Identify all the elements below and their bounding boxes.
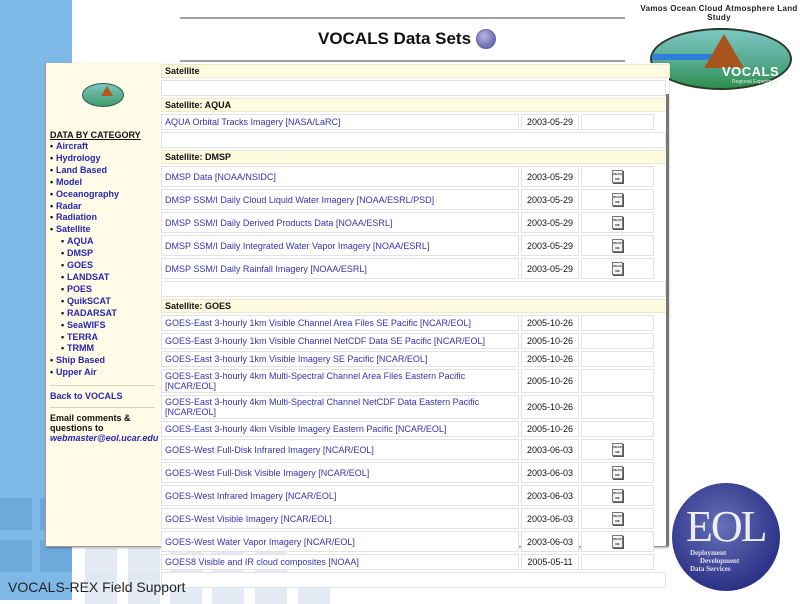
documentation-cell xyxy=(581,369,654,393)
category-link-poes[interactable]: • POES xyxy=(50,284,155,296)
email-comments-text: Email comments & questions to xyxy=(50,413,131,434)
eol-globe-icon xyxy=(476,29,496,49)
category-link-terra[interactable]: • TERRA xyxy=(50,332,155,344)
empty-cell xyxy=(161,281,666,297)
dataset-link[interactable]: GOES-East 3-hourly 1km Visible Channel Area Files SE Pacific [NCAR/EOL] xyxy=(161,315,519,331)
dataset-row xyxy=(161,421,656,437)
webmaster-email-link[interactable]: webmaster@eol.ucar.edu xyxy=(50,433,159,444)
documentation-cell xyxy=(581,462,654,483)
dataset-date: 2003-05-29 xyxy=(521,258,579,279)
dataset-row xyxy=(161,351,656,367)
dataset-row xyxy=(161,369,656,393)
page-title-text: VOCALS Data Sets xyxy=(318,29,472,48)
dataset-link[interactable]: GOES-East 3-hourly 1km Visible Channel NetCDF Data SE Pacific [NCAR/EOL] xyxy=(161,333,519,349)
dataset-link[interactable]: GOES8 Visible and IR cloud composites [NOAA] xyxy=(161,554,519,570)
dataset-link[interactable]: GOES-West Water Vapor Imagery [NCAR/EOL] xyxy=(161,531,519,552)
sidebar-divider xyxy=(50,407,155,408)
readme-icon[interactable]: READ ME xyxy=(613,491,622,500)
spacer-row xyxy=(161,132,668,148)
scrollbar[interactable] xyxy=(666,94,669,546)
category-link-aqua[interactable]: • AQUA xyxy=(50,236,155,248)
dataset-date: 2003-06-03 xyxy=(521,508,579,529)
decorative-square xyxy=(0,540,32,572)
readme-icon[interactable]: READ ME xyxy=(613,264,622,273)
dataset-link[interactable]: AQUA Orbital Tracks Imagery [NASA/LaRC] xyxy=(161,114,519,130)
dataset-link[interactable]: GOES-East 3-hourly 4km Visible Imagery Eastern Pacific [NCAR/EOL] xyxy=(161,421,519,437)
section-header: Satellite: AQUA xyxy=(161,98,670,112)
dataset-link[interactable]: DMSP Data [NOAA/NSIDC] xyxy=(161,166,519,187)
readme-icon[interactable]: READ ME xyxy=(613,241,622,250)
dataset-date: 2003-05-29 xyxy=(521,114,579,130)
documentation-cell xyxy=(581,235,654,256)
sidebar-vocals-logo[interactable] xyxy=(82,83,124,107)
readme-icon[interactable]: READ ME xyxy=(613,445,622,454)
dataset-row xyxy=(161,485,656,506)
readme-icon[interactable]: READ ME xyxy=(613,172,622,181)
dataset-row xyxy=(161,554,656,570)
dataset-link[interactable]: GOES-East 3-hourly 4km Multi-Spectral Channel NetCDF Data Eastern Pacific [NCAR/EOL] xyxy=(161,395,519,419)
dataset-link[interactable]: DMSP SSM/I Daily Integrated Water Vapor Imagery [NOAA/ESRL] xyxy=(161,235,519,256)
spacer-row xyxy=(161,281,668,297)
dataset-date: 2003-05-29 xyxy=(521,212,579,233)
category-link-land-based[interactable]: • Land Based xyxy=(50,165,155,177)
dataset-link[interactable]: DMSP SSM/I Daily Cloud Liquid Water Imagery [NOAA/ESRL/PSD] xyxy=(161,189,519,210)
section-header-row xyxy=(161,150,672,164)
dataset-table xyxy=(160,63,669,567)
dataset-row xyxy=(161,508,656,529)
category-link-goes[interactable]: • GOES xyxy=(50,260,155,272)
category-link-radar[interactable]: • Radar xyxy=(50,201,155,213)
category-link-landsat[interactable]: • LANDSAT xyxy=(50,272,155,284)
dataset-date: 2003-06-03 xyxy=(521,531,579,552)
dataset-link[interactable]: GOES-East 3-hourly 1km Visible Imagery SE Pacific [NCAR/EOL] xyxy=(161,351,519,367)
documentation-cell xyxy=(581,421,654,437)
documentation-cell xyxy=(581,258,654,279)
documentation-cell xyxy=(581,485,654,506)
slide-footer: VOCALS-REX Field Support xyxy=(8,579,186,595)
documentation-cell xyxy=(581,114,654,130)
category-link-oceanography[interactable]: • Oceanography xyxy=(50,189,155,201)
title-rule-bottom xyxy=(180,60,625,62)
dataset-link[interactable]: GOES-West Full-Disk Visible Imagery [NCAR/EOL] xyxy=(161,462,519,483)
dataset-date: 2005-10-26 xyxy=(521,333,579,349)
documentation-cell xyxy=(581,212,654,233)
vocals-logo-mountain-icon xyxy=(704,34,744,68)
dataset-date: 2005-05-11 xyxy=(521,554,579,570)
spacer-row xyxy=(161,80,668,96)
dataset-row xyxy=(161,333,656,349)
documentation-cell xyxy=(581,315,654,331)
dataset-link[interactable]: DMSP SSM/I Daily Rainfall Imagery [NOAA/ESRL] xyxy=(161,258,519,279)
vocals-logo xyxy=(650,28,792,90)
dataset-date: 2003-05-29 xyxy=(521,189,579,210)
category-link-aircraft[interactable]: • Aircraft xyxy=(50,141,155,153)
eol-line: Development xyxy=(700,557,740,565)
title-rule-top xyxy=(180,17,625,19)
documentation-cell xyxy=(581,508,654,529)
documentation-cell xyxy=(581,554,654,570)
dataset-link[interactable]: GOES-West Infrared Imagery [NCAR/EOL] xyxy=(161,485,519,506)
dataset-date: 2003-06-03 xyxy=(521,485,579,506)
category-link-upper-air[interactable]: • Upper Air xyxy=(50,367,155,379)
section-header: Satellite: GOES xyxy=(161,299,670,313)
category-heading: DATA BY CATEGORY xyxy=(50,130,141,140)
dataset-date: 2005-10-26 xyxy=(521,315,579,331)
dataset-row xyxy=(161,235,656,256)
dataset-date: 2005-10-26 xyxy=(521,395,579,419)
documentation-cell xyxy=(581,439,654,460)
dataset-link[interactable]: GOES-East 3-hourly 4km Multi-Spectral Channel Area Files Eastern Pacific [NCAR/EOL] xyxy=(161,369,519,393)
eol-logo-word: EOL xyxy=(686,502,766,551)
readme-icon[interactable]: READ ME xyxy=(613,468,622,477)
category-link-trmm[interactable]: • TRMM xyxy=(50,343,155,355)
dataset-date: 2003-06-03 xyxy=(521,462,579,483)
category-list xyxy=(50,141,155,379)
readme-icon[interactable]: READ ME xyxy=(613,537,622,546)
vocals-logo-subtitle: Regional Experiment xyxy=(732,79,779,85)
category-link-quikscat[interactable]: • QuikSCAT xyxy=(50,296,155,308)
readme-icon[interactable]: READ ME xyxy=(613,218,622,227)
documentation-cell xyxy=(581,166,654,187)
page-title xyxy=(318,29,496,49)
dataset-date: 2003-06-03 xyxy=(521,439,579,460)
documentation-cell xyxy=(581,351,654,367)
category-link-ship-based[interactable]: • Ship Based xyxy=(50,355,155,367)
readme-icon[interactable]: READ ME xyxy=(613,195,622,204)
empty-cell xyxy=(161,572,666,588)
vocals-logo-word: VOCALS xyxy=(722,64,780,79)
readme-icon[interactable]: READ ME xyxy=(613,514,622,523)
back-to-vocals-link[interactable]: Back to VOCALS xyxy=(50,391,123,402)
dataset-link[interactable]: GOES-West Visible Imagery [NCAR/EOL] xyxy=(161,508,519,529)
browser-page xyxy=(45,63,668,567)
documentation-cell xyxy=(581,189,654,210)
dataset-row xyxy=(161,212,656,233)
category-link-seawifs[interactable]: • SeaWIFS xyxy=(50,320,155,332)
section-header-row xyxy=(161,64,672,78)
dataset-date: 2005-10-26 xyxy=(521,421,579,437)
dataset-row xyxy=(161,114,656,130)
dataset-row xyxy=(161,531,656,552)
dataset-row xyxy=(161,166,656,187)
dataset-date: 2003-05-29 xyxy=(521,235,579,256)
dataset-row xyxy=(161,258,656,279)
dataset-row xyxy=(161,189,656,210)
eol-line: Deployment xyxy=(690,549,727,557)
empty-cell xyxy=(161,132,666,148)
dataset-row xyxy=(161,439,656,460)
section-header: Satellite: DMSP xyxy=(161,150,670,164)
dataset-row xyxy=(161,315,656,331)
dataset-link[interactable]: GOES-West Full-Disk Infrared Imagery [NCAR/EOL] xyxy=(161,439,519,460)
decorative-square xyxy=(0,498,32,530)
category-link-model[interactable]: • Model xyxy=(50,177,155,189)
category-link-radarsat[interactable]: • RADARSAT xyxy=(50,308,155,320)
category-link-satellite[interactable]: • Satellite xyxy=(50,224,155,236)
dataset-link[interactable]: DMSP SSM/I Daily Derived Products Data [NOAA/ESRL] xyxy=(161,212,519,233)
section-header-row xyxy=(161,299,672,313)
documentation-cell xyxy=(581,333,654,349)
spacer-row xyxy=(161,572,668,588)
documentation-cell xyxy=(581,531,654,552)
section-header-row xyxy=(161,98,672,112)
documentation-cell xyxy=(581,395,654,419)
vocals-logo-arc-text: Vamos Ocean Cloud Atmosphere Land Study xyxy=(640,4,798,22)
empty-cell xyxy=(161,80,666,96)
dataset-date: 2005-10-26 xyxy=(521,351,579,367)
sidebar-divider xyxy=(50,385,155,386)
category-link-hydrology[interactable]: • Hydrology xyxy=(50,153,155,165)
eol-logo-subtitle xyxy=(690,549,739,573)
sidebar xyxy=(46,63,158,546)
dataset-row xyxy=(161,395,656,419)
category-link-dmsp[interactable]: • DMSP xyxy=(50,248,155,260)
category-link-radiation[interactable]: • Radiation xyxy=(50,212,155,224)
dataset-date: 2003-05-29 xyxy=(521,166,579,187)
dataset-row xyxy=(161,462,656,483)
eol-line: Data Services xyxy=(690,565,731,573)
section-header: Satellite xyxy=(161,64,670,78)
eol-logo xyxy=(672,483,780,591)
dataset-date: 2005-10-26 xyxy=(521,369,579,393)
